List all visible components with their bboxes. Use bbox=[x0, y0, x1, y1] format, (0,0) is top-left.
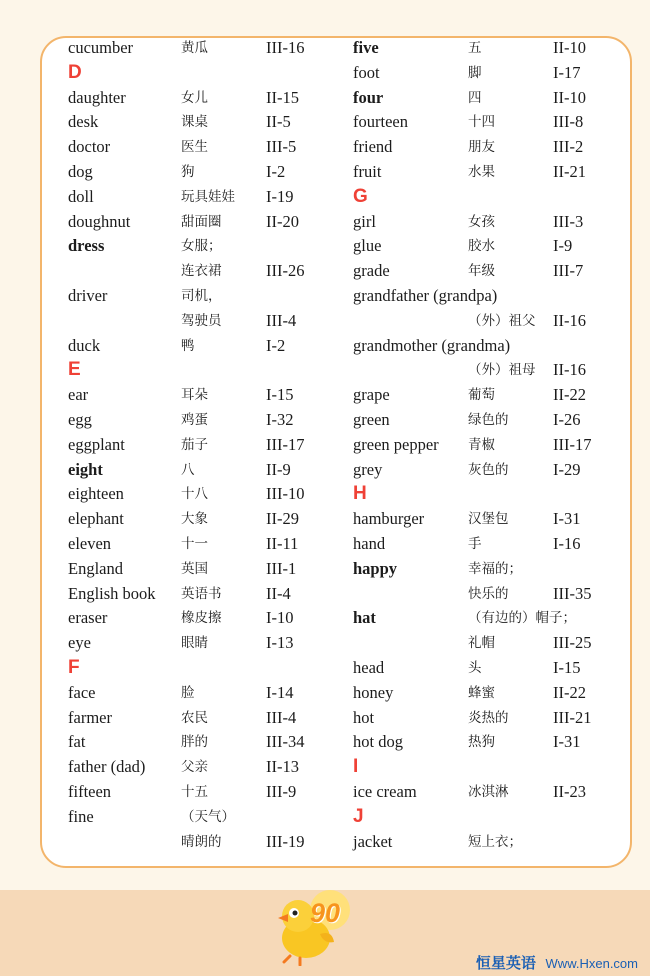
chinese-meaning: 十四 bbox=[468, 114, 495, 131]
english-word: grade bbox=[353, 261, 390, 281]
english-word: father (dad) bbox=[68, 757, 146, 777]
english-word: head bbox=[353, 657, 385, 677]
glossary-entry bbox=[68, 458, 340, 483]
glossary-entry bbox=[353, 284, 605, 309]
unit-reference: I-26 bbox=[553, 409, 581, 429]
chinese-meaning: 女孩 bbox=[468, 213, 495, 230]
watermark bbox=[476, 952, 638, 973]
english-word: daughter bbox=[68, 87, 126, 107]
glossary-entry bbox=[68, 706, 340, 731]
chinese-meaning: 幸福的； bbox=[468, 560, 522, 577]
chinese-meaning: 炎热的 bbox=[468, 709, 509, 726]
glossary-entry bbox=[68, 681, 340, 706]
glossary-entry bbox=[68, 210, 340, 235]
unit-reference: III-17 bbox=[553, 434, 592, 454]
chinese-meaning: 女服； bbox=[181, 238, 222, 255]
unit-reference: II-4 bbox=[266, 583, 291, 603]
chinese-meaning: 脚 bbox=[468, 64, 482, 81]
unit-reference: III-7 bbox=[553, 261, 584, 281]
unit-reference: I-29 bbox=[553, 459, 581, 479]
english-word: four bbox=[353, 87, 384, 107]
chinese-meaning: 蜂蜜 bbox=[468, 684, 495, 701]
english-word: cucumber bbox=[68, 38, 134, 57]
english-word: ice cream bbox=[353, 781, 417, 801]
english-word: farmer bbox=[68, 707, 112, 727]
section-letter: H bbox=[353, 483, 367, 505]
glossary-entry bbox=[68, 160, 340, 185]
chinese-meaning: 眼睛 bbox=[181, 635, 208, 652]
english-word: green bbox=[353, 409, 390, 429]
unit-reference: II-15 bbox=[266, 87, 299, 107]
glossary-entry bbox=[353, 383, 605, 408]
chinese-meaning: 十八 bbox=[181, 486, 208, 503]
chinese-meaning: 茄子 bbox=[181, 436, 208, 453]
unit-reference: I-15 bbox=[266, 385, 294, 405]
english-word: ear bbox=[68, 385, 89, 405]
glossary-entry bbox=[353, 36, 605, 61]
english-word: hot dog bbox=[353, 732, 403, 752]
english-word: eye bbox=[68, 633, 91, 653]
unit-reference: I-2 bbox=[266, 161, 286, 181]
chinese-meaning: 父亲 bbox=[181, 759, 208, 776]
unit-reference: II-11 bbox=[266, 533, 299, 553]
english-word: happy bbox=[353, 558, 398, 578]
glossary-entry bbox=[353, 582, 605, 607]
unit-reference: III-2 bbox=[553, 137, 584, 157]
english-word: desk bbox=[68, 112, 99, 132]
glossary-entry bbox=[353, 408, 605, 433]
glossary-entry bbox=[68, 631, 340, 656]
chinese-meaning: 司机， bbox=[181, 287, 222, 304]
english-word: hamburger bbox=[353, 509, 425, 529]
chinese-meaning: 胶水 bbox=[468, 238, 495, 255]
section-letter: D bbox=[68, 61, 82, 83]
chinese-meaning: 八 bbox=[181, 461, 195, 478]
chinese-meaning: 绿色的 bbox=[468, 411, 509, 428]
unit-reference: I-31 bbox=[553, 732, 581, 752]
glossary-entry bbox=[353, 234, 605, 259]
glossary-entry bbox=[353, 61, 605, 86]
glossary-entry bbox=[68, 433, 340, 458]
section-letter-row bbox=[68, 358, 340, 383]
glossary-entry bbox=[68, 185, 340, 210]
chinese-meaning: （外）祖母 bbox=[468, 362, 536, 379]
glossary-entry bbox=[68, 259, 340, 284]
glossary-entry bbox=[353, 309, 605, 334]
unit-reference: II-21 bbox=[553, 161, 586, 181]
chinese-meaning: 朋友 bbox=[468, 139, 495, 156]
glossary-entry bbox=[68, 730, 340, 755]
glossary-entry bbox=[68, 284, 340, 309]
unit-reference: I-19 bbox=[266, 186, 294, 206]
english-word: dog bbox=[68, 161, 93, 181]
unit-reference: II-22 bbox=[553, 682, 586, 702]
chinese-meaning: 女儿 bbox=[181, 89, 208, 106]
glossary-entry bbox=[68, 110, 340, 135]
section-letter-row bbox=[353, 805, 605, 830]
english-word: hot bbox=[353, 707, 375, 727]
chinese-meaning: 礼帽 bbox=[468, 635, 495, 652]
chinese-meaning: 甜面圈 bbox=[181, 213, 222, 230]
unit-reference: II-5 bbox=[266, 112, 291, 132]
unit-reference: III-21 bbox=[553, 707, 592, 727]
unit-reference: III-1 bbox=[266, 558, 297, 578]
english-word: fruit bbox=[353, 161, 382, 181]
chinese-meaning: 十五 bbox=[181, 783, 208, 800]
page-number: 90 bbox=[310, 898, 341, 928]
chinese-meaning: 胖的 bbox=[181, 734, 208, 751]
english-word: friend bbox=[353, 137, 393, 157]
watermark-brand: 恒星英语 bbox=[475, 954, 536, 972]
chinese-meaning: 耳朵 bbox=[181, 387, 208, 404]
english-word: fifteen bbox=[68, 781, 112, 801]
english-word: elephant bbox=[68, 509, 124, 529]
unit-reference: III-3 bbox=[553, 211, 584, 231]
english-word: glue bbox=[353, 236, 382, 256]
unit-reference: II-22 bbox=[553, 385, 586, 405]
english-word: eighteen bbox=[68, 484, 124, 504]
glossary-entry bbox=[68, 830, 340, 855]
english-word: eleven bbox=[68, 533, 112, 553]
section-letter: G bbox=[353, 185, 368, 207]
section-letter-row bbox=[353, 755, 605, 780]
unit-reference: II-16 bbox=[553, 360, 586, 380]
english-word: five bbox=[353, 38, 379, 57]
english-word: grandmother (grandma) bbox=[353, 335, 511, 355]
unit-reference: III-5 bbox=[266, 137, 297, 157]
chinese-meaning: 狗 bbox=[181, 163, 195, 180]
unit-reference: III-9 bbox=[266, 781, 297, 801]
glossary-entry bbox=[353, 160, 605, 185]
section-letter: F bbox=[68, 656, 80, 678]
glossary-entry bbox=[353, 631, 605, 656]
glossary-entry bbox=[68, 755, 340, 780]
section-letter-row bbox=[68, 61, 340, 86]
english-word: hand bbox=[353, 533, 386, 553]
unit-reference: I-15 bbox=[553, 657, 581, 677]
chinese-meaning: 农民 bbox=[181, 709, 208, 726]
unit-reference: II-20 bbox=[266, 211, 299, 231]
english-word: foot bbox=[353, 62, 380, 82]
glossary-entry bbox=[353, 458, 605, 483]
unit-reference: III-25 bbox=[553, 633, 592, 653]
glossary-entry bbox=[353, 830, 605, 855]
glossary-entry bbox=[68, 507, 340, 532]
chinese-meaning: 大象 bbox=[181, 511, 208, 528]
glossary-right-column bbox=[353, 36, 605, 854]
english-word: eggplant bbox=[68, 434, 125, 454]
chinese-meaning: 晴朗的 bbox=[181, 833, 222, 850]
glossary-entry bbox=[353, 606, 605, 631]
glossary-entry bbox=[68, 309, 340, 334]
glossary-entry bbox=[68, 234, 340, 259]
unit-reference: III-34 bbox=[266, 732, 305, 752]
chinese-meaning: （外）祖父 bbox=[468, 312, 536, 329]
english-word: grandfather (grandpa) bbox=[353, 285, 498, 305]
chinese-meaning: 汉堡包 bbox=[468, 511, 509, 528]
english-word: England bbox=[68, 558, 123, 578]
chinese-meaning: 鸭 bbox=[181, 337, 195, 354]
chinese-meaning: 年级 bbox=[468, 263, 495, 280]
glossary-entry bbox=[353, 135, 605, 160]
glossary-left-column bbox=[68, 36, 340, 854]
glossary-entry bbox=[68, 383, 340, 408]
unit-reference: I-9 bbox=[553, 236, 573, 256]
section-letter: J bbox=[353, 805, 364, 827]
chinese-meaning: 四 bbox=[468, 89, 482, 106]
glossary-entry bbox=[68, 780, 340, 805]
glossary-entry bbox=[353, 110, 605, 135]
glossary-entry bbox=[353, 780, 605, 805]
unit-reference: III-4 bbox=[266, 310, 297, 330]
unit-reference: III-26 bbox=[266, 261, 305, 281]
english-word: grey bbox=[353, 459, 383, 479]
chinese-meaning: 英语书 bbox=[181, 585, 222, 602]
english-word: doll bbox=[68, 186, 94, 206]
glossary-entry bbox=[353, 557, 605, 582]
english-word: doughnut bbox=[68, 211, 131, 231]
glossary-entry bbox=[353, 433, 605, 458]
chinese-meaning: 灰色的 bbox=[468, 461, 509, 478]
section-letter-row bbox=[353, 482, 605, 507]
chinese-meaning: 短上衣； bbox=[468, 833, 522, 850]
chinese-meaning: 快乐的 bbox=[468, 585, 509, 602]
glossary-entry bbox=[68, 86, 340, 111]
glossary-entry bbox=[353, 730, 605, 755]
english-word: green pepper bbox=[353, 434, 439, 454]
english-word: fat bbox=[68, 732, 86, 752]
unit-reference: I-31 bbox=[553, 509, 581, 529]
english-word: dress bbox=[68, 236, 105, 256]
section-letter: I bbox=[353, 756, 359, 778]
glossary-entry bbox=[353, 210, 605, 235]
chinese-meaning: 脸 bbox=[181, 684, 195, 701]
unit-reference: II-23 bbox=[553, 781, 586, 801]
unit-reference: III-8 bbox=[553, 112, 584, 132]
english-word: face bbox=[68, 682, 96, 702]
unit-reference: I-14 bbox=[266, 682, 294, 702]
english-word: duck bbox=[68, 335, 101, 355]
english-word: girl bbox=[353, 211, 376, 231]
glossary-entry bbox=[68, 532, 340, 557]
chinese-meaning: 冰淇淋 bbox=[468, 783, 509, 800]
english-word: egg bbox=[68, 409, 92, 429]
english-word: jacket bbox=[353, 831, 393, 851]
chinese-meaning: 黄瓜 bbox=[181, 40, 208, 56]
section-letter-row bbox=[353, 185, 605, 210]
glossary-entry bbox=[68, 334, 340, 359]
section-letter: E bbox=[68, 359, 81, 381]
glossary-entry bbox=[353, 334, 605, 359]
watermark-url: Www.Hxen.com bbox=[545, 956, 638, 971]
glossary-entry bbox=[68, 482, 340, 507]
english-word: fourteen bbox=[353, 112, 408, 132]
chinese-meaning: 橡皮擦 bbox=[181, 610, 222, 627]
chinese-meaning: 玩具娃娃 bbox=[181, 188, 235, 205]
unit-reference: III-16 bbox=[266, 38, 305, 57]
glossary-entry bbox=[68, 606, 340, 631]
chinese-meaning: 十一 bbox=[181, 535, 208, 552]
unit-reference: III-35 bbox=[553, 583, 592, 603]
chinese-meaning: 手 bbox=[468, 535, 482, 552]
glossary-entry bbox=[353, 259, 605, 284]
english-word: fine bbox=[68, 806, 94, 826]
unit-reference: I-2 bbox=[266, 335, 286, 355]
chinese-meaning: 葡萄 bbox=[468, 387, 495, 404]
unit-reference: II-10 bbox=[553, 38, 586, 57]
chinese-meaning: 鸡蛋 bbox=[181, 411, 208, 428]
unit-reference: III-10 bbox=[266, 484, 305, 504]
glossary-entry bbox=[353, 706, 605, 731]
glossary-entry bbox=[353, 656, 605, 681]
chinese-meaning: 热狗 bbox=[468, 734, 495, 751]
glossary-entry bbox=[68, 557, 340, 582]
chinese-meaning: 驾驶员 bbox=[181, 312, 222, 329]
unit-reference: II-29 bbox=[266, 509, 299, 529]
unit-reference: II-13 bbox=[266, 757, 299, 777]
glossary-entry bbox=[68, 582, 340, 607]
english-word: eraser bbox=[68, 608, 108, 628]
glossary-entry bbox=[353, 86, 605, 111]
unit-reference: III-4 bbox=[266, 707, 297, 727]
english-word: grape bbox=[353, 385, 390, 405]
glossary-entry bbox=[353, 358, 605, 383]
chinese-meaning: 水果 bbox=[468, 163, 495, 180]
unit-reference: III-19 bbox=[266, 831, 305, 851]
chinese-meaning: 五 bbox=[468, 40, 482, 56]
english-word: doctor bbox=[68, 137, 111, 157]
chinese-meaning: （有边的）帽子； bbox=[468, 610, 576, 627]
english-word: hat bbox=[353, 608, 376, 628]
glossary-entry bbox=[68, 135, 340, 160]
glossary-entry bbox=[68, 36, 340, 61]
glossary-entry bbox=[353, 681, 605, 706]
glossary-entry bbox=[353, 507, 605, 532]
unit-reference: I-16 bbox=[553, 533, 581, 553]
chinese-meaning: 英国 bbox=[181, 560, 208, 577]
unit-reference: II-10 bbox=[553, 87, 586, 107]
chinese-meaning: （天气） bbox=[181, 808, 235, 825]
english-word: eight bbox=[68, 459, 103, 479]
unit-reference: I-13 bbox=[266, 633, 294, 653]
unit-reference: III-17 bbox=[266, 434, 305, 454]
unit-reference: I-32 bbox=[266, 409, 294, 429]
english-word: honey bbox=[353, 682, 394, 702]
chinese-meaning: 青椒 bbox=[468, 436, 495, 453]
unit-reference: I-10 bbox=[266, 608, 294, 628]
glossary-entry bbox=[68, 805, 340, 830]
section-letter-row bbox=[68, 656, 340, 681]
unit-reference: II-16 bbox=[553, 310, 586, 330]
english-word: English book bbox=[68, 583, 156, 603]
chinese-meaning: 医生 bbox=[181, 139, 208, 156]
glossary-entry bbox=[68, 408, 340, 433]
unit-reference: II-9 bbox=[266, 459, 291, 479]
glossary-entry bbox=[353, 532, 605, 557]
english-word: driver bbox=[68, 285, 108, 305]
chinese-meaning: 课桌 bbox=[181, 114, 208, 131]
chinese-meaning: 头 bbox=[468, 659, 482, 676]
chinese-meaning: 连衣裙 bbox=[181, 263, 222, 280]
unit-reference: I-17 bbox=[553, 62, 581, 82]
